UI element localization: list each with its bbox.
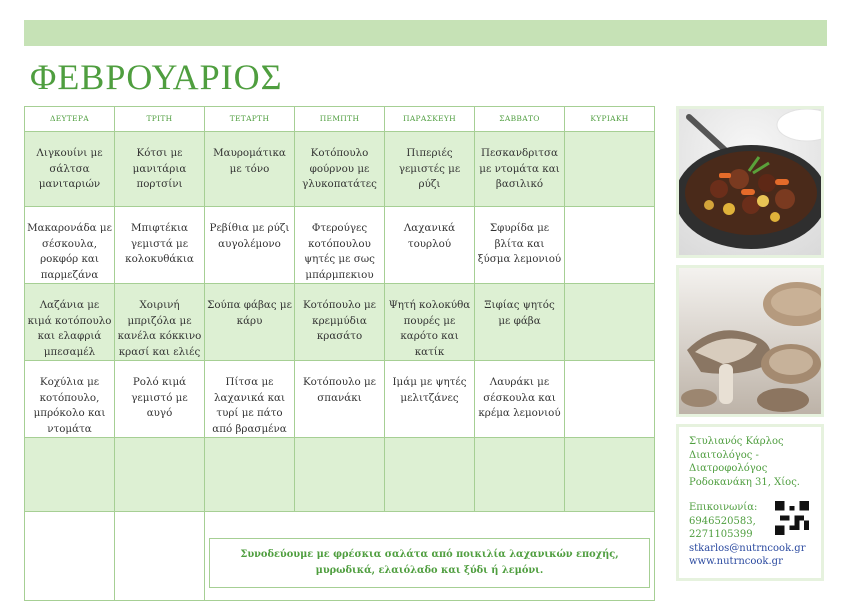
header-band [24, 20, 827, 46]
contact-email[interactable]: stkarlos@nutrncook.gr [689, 542, 806, 554]
meal-cell: Ψητή κολοκύθα πουρές με καρότο και κατίκ [385, 284, 475, 361]
day-header-saturday: ΣΑΒΒΑΤΟ [475, 107, 565, 132]
meal-cell: Πιπεριές γεμιστές με ρύζι [385, 132, 475, 207]
meal-cell: Λιγκουίνι με σάλτσα μανιταριών [25, 132, 115, 207]
meal-cell [385, 438, 475, 512]
meal-cell: Ιμάμ με ψητές μελιτζάνες [385, 361, 475, 438]
week-row-2 [25, 207, 655, 284]
meal-cell: Πεσκανδριτσα με ντομάτα και βασιλικό [475, 132, 565, 207]
meal-cell: Κοτόπουλο με σπανάκι [295, 361, 385, 438]
day-header-friday: ΠΑΡΑΣΚΕΥΗ [385, 107, 475, 132]
contact-label: Επικοινωνία: [689, 502, 758, 513]
meal-cell: Κοχύλια με κοτόπουλο, μπρόκολο και ντομάτα [25, 361, 115, 438]
meal-cell: Ξιφίας ψητός με φάβα [475, 284, 565, 361]
meal-cell: Πίτσα με λαχανικά και τυρί με πάτο από βρασμένα [205, 361, 295, 438]
contact-role: Διαιτολόγος - [689, 449, 759, 461]
meal-cell: Ρολό κιμά γεμιστό με αυγό [115, 361, 205, 438]
meal-cell: Σούπα φάβας με κάρυ [205, 284, 295, 361]
day-header-tuesday: ΤΡΙΤΗ [115, 107, 205, 132]
page-title: ΦΕΒΡΟΥΑΡΙΟΣ [30, 57, 283, 97]
week-row-3 [25, 284, 655, 361]
meal-cell: Λαχανικά τουρλού [385, 207, 475, 284]
contact-box [676, 424, 824, 581]
meal-cell: Χοιρινή μπριζόλα με κανέλα κόκκινο κρασί και ελιές [115, 284, 205, 361]
meal-cell [565, 361, 655, 438]
empty-cell [25, 512, 115, 601]
meal-cell: Μαυρομάτικα με τόνο [205, 132, 295, 207]
contact-phone: 2271105399 [689, 529, 753, 540]
meal-cell [295, 438, 385, 512]
contact-address: Ροδοκανάκη 31, Χίος. [689, 476, 800, 488]
contact-website[interactable]: www.nutrncook.gr [689, 556, 783, 567]
week-row-4 [25, 361, 655, 438]
qr-code [775, 501, 809, 540]
meal-cell [115, 438, 205, 512]
meal-cell: Κότσι με μανιτάρια πορτσίνι [115, 132, 205, 207]
contact-name: Στυλιανός Κάρλος [689, 436, 784, 447]
day-header-sunday: ΚΥΡΙΑΚΗ [565, 107, 655, 132]
meal-cell [25, 438, 115, 512]
meal-cell: Μπιφτέκια γεμιστά με κολοκυθάκια [115, 207, 205, 284]
meal-cell: Φτερούγες κοτόπουλου ψητές με σως μπάρμπεκιου [295, 207, 385, 284]
note-cell [205, 512, 655, 601]
meal-cell [565, 207, 655, 284]
beef-stew-pan-photo [676, 106, 824, 258]
week-row-5 [25, 438, 655, 512]
day-header-row [25, 107, 655, 132]
meal-cell: Ρεβίθια με ρύζι αυγολέμονο [205, 207, 295, 284]
week-row-1 [25, 132, 655, 207]
notes-row [25, 512, 655, 601]
side-salad-note: Συνοδεύουμε με φρέσκια σαλάτα από ποικιλία λαχανικών εποχής, μυρωδικά, ελαιόλαδο και ξύδι ή λεμόνι. [209, 538, 650, 588]
meal-cell: Λαυράκι με σέσκουλα και κρέμα λεμονιού [475, 361, 565, 438]
meal-cell: Λαζάνια με κιμά κοτόπουλο και ελαφριά μπεσαμέλ [25, 284, 115, 361]
meal-cell [565, 438, 655, 512]
empty-cell [115, 512, 205, 601]
mushrooms-photo [676, 265, 824, 417]
meal-cell [475, 438, 565, 512]
meal-plan-table [24, 106, 655, 601]
meal-cell: Σφυρίδα με βλίτα και ξύσμα λεμονιού [475, 207, 565, 284]
day-header-monday: ΔΕΥΤΕΡΑ [25, 107, 115, 132]
meal-cell: Μακαρονάδα με σέσκουλα, ροκφόρ και παρμεζάνα [25, 207, 115, 284]
meal-cell: Κοτόπουλο με κρεμμύδια κρασάτο [295, 284, 385, 361]
meal-cell [565, 284, 655, 361]
meal-cell [565, 132, 655, 207]
contact-phone: 6946520583, [689, 515, 756, 527]
day-header-thursday: ΠΕΜΠΤΗ [295, 107, 385, 132]
day-header-wednesday: ΤΕΤΑΡΤΗ [205, 107, 295, 132]
meal-cell [205, 438, 295, 512]
contact-role: Διατροφολόγος [689, 463, 768, 474]
meal-cell: Κοτόπουλο φούρνου με γλυκοπατάτες [295, 132, 385, 207]
